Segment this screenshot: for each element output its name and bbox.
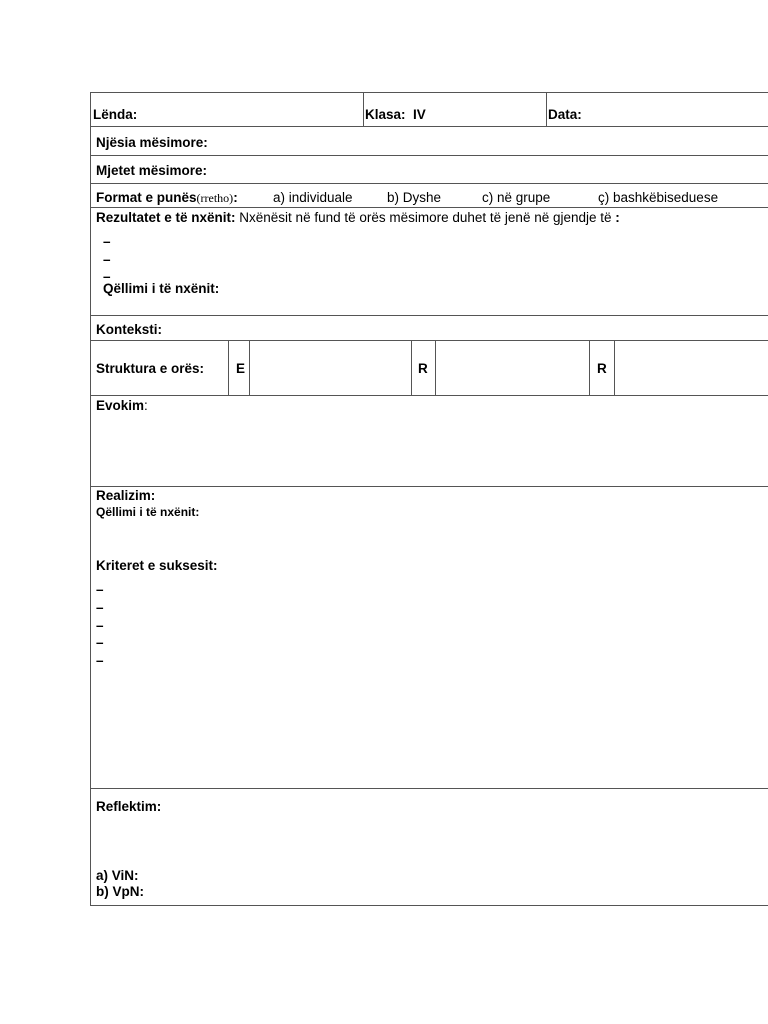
class-label: Klasa: xyxy=(365,107,406,122)
work-format-note: (rretho) xyxy=(196,191,234,205)
work-format-option[interactable]: b) Dyshe xyxy=(387,190,442,205)
work-format-label xyxy=(96,190,238,206)
learning-goal-label: Qëllimi i të nxënit: xyxy=(103,281,220,296)
outcome-dash: – xyxy=(103,269,111,284)
divider xyxy=(91,486,768,487)
divider xyxy=(249,340,250,395)
teaching-tools-label: Mjetet mësimore: xyxy=(96,163,208,178)
subject-label: Lënda: xyxy=(93,107,138,122)
date-label: Data: xyxy=(548,107,582,122)
success-criteria-label: Kriteret e suksesit: xyxy=(96,558,218,573)
divider xyxy=(91,126,768,127)
lesson-structure-label: Struktura e orës: xyxy=(96,361,205,376)
work-format-option[interactable]: a) individuale xyxy=(273,190,353,205)
lesson-plan-form xyxy=(90,92,768,906)
lesson-unit-label: Njësia mësimore: xyxy=(96,135,208,150)
divider xyxy=(91,207,768,208)
realization-goal-label: Qëllimi i të nxënit: xyxy=(96,505,200,519)
divider xyxy=(435,340,436,395)
realization-label: Realizim: xyxy=(96,488,156,503)
class-value: IV xyxy=(413,107,426,122)
divider xyxy=(91,183,768,184)
learning-outcomes xyxy=(96,210,620,226)
vpn-label: b) VpN: xyxy=(96,884,144,899)
work-format-title: Format e punës xyxy=(96,190,197,205)
divider xyxy=(91,315,768,316)
structure-code-r: R xyxy=(418,361,428,376)
divider xyxy=(91,788,768,789)
divider xyxy=(589,340,590,395)
work-format-colon: : xyxy=(233,190,238,205)
reflection-label: Reflektim: xyxy=(96,799,162,814)
criteria-dash: – xyxy=(96,653,104,668)
divider xyxy=(91,340,768,341)
evocation-colon: : xyxy=(144,398,148,413)
divider xyxy=(91,155,768,156)
class-field xyxy=(365,107,426,123)
divider xyxy=(363,93,364,126)
criteria-dash: – xyxy=(96,635,104,650)
structure-code-r: R xyxy=(597,361,607,376)
work-format-option[interactable]: c) në grupe xyxy=(482,190,551,205)
divider xyxy=(614,340,615,395)
divider xyxy=(546,93,547,126)
learning-outcomes-colon: : xyxy=(615,210,620,225)
divider xyxy=(228,340,229,395)
outcome-dash: – xyxy=(103,234,111,249)
criteria-dash: – xyxy=(96,618,104,633)
criteria-dash: – xyxy=(96,582,104,597)
evocation-label xyxy=(96,398,148,414)
criteria-dash: – xyxy=(96,600,104,615)
divider xyxy=(91,395,768,396)
divider xyxy=(411,340,412,395)
work-format-option[interactable]: ç) bashkëbiseduese xyxy=(598,190,719,205)
structure-code-e: E xyxy=(236,361,246,376)
context-label: Konteksti: xyxy=(96,322,163,337)
vin-label: a) ViN: xyxy=(96,868,139,883)
outcome-dash: – xyxy=(103,252,111,267)
evocation-title: Evokim xyxy=(96,398,145,413)
learning-outcomes-label: Rezultatet e të nxënit: xyxy=(96,210,236,225)
learning-outcomes-text: Nxënësit në fund të orës mësimore duhet të jenë në gjendje të xyxy=(235,210,616,225)
